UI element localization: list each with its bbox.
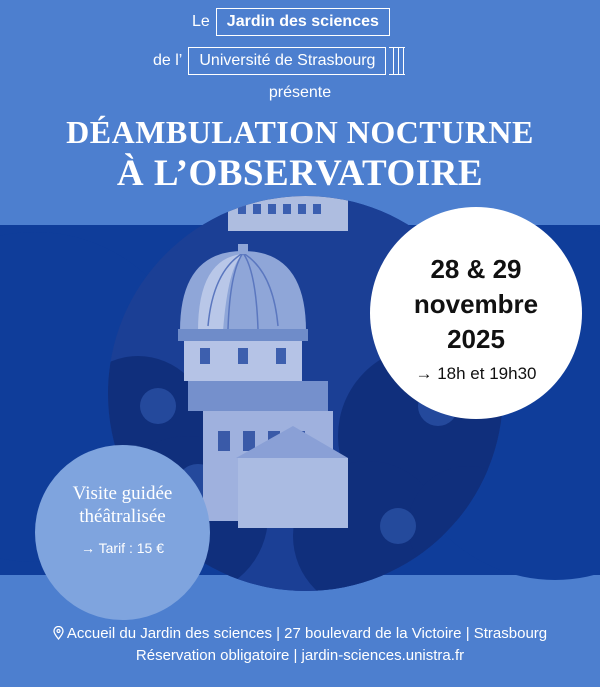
date-month: novembre bbox=[413, 289, 539, 319]
organizer-line-1 bbox=[192, 8, 390, 36]
event-title-line-2: À L’OBSERVATOIRE bbox=[116, 153, 484, 194]
footer-address bbox=[0, 625, 600, 644]
location-pin-icon bbox=[53, 626, 64, 644]
organizer-name-box bbox=[216, 8, 390, 36]
logo-bars bbox=[389, 47, 405, 75]
date-times: → 18h et 19h30 bbox=[415, 364, 537, 383]
guided-visit-badge bbox=[35, 445, 210, 620]
visit-line-1: Visite guidée bbox=[72, 483, 173, 504]
organizer-prefix-2: de l’ bbox=[153, 52, 183, 69]
organizer-name: Jardin des sciences bbox=[226, 13, 379, 30]
date-badge bbox=[370, 207, 582, 419]
footer-reservation: Réservation obligatoire | jardin-sciences.unistra.fr bbox=[135, 647, 465, 664]
event-title-line-1: DÉAMBULATION NOCTURNE bbox=[66, 114, 534, 150]
visit-price: → Tarif : 15 € bbox=[80, 540, 164, 556]
date-year: 2025 bbox=[447, 324, 505, 354]
visit-line-2: théâtralisée bbox=[79, 506, 166, 527]
date-days: 28 & 29 bbox=[430, 254, 522, 284]
presents-text: présente bbox=[268, 84, 332, 101]
organizer-prefix-1: Le bbox=[192, 13, 210, 30]
footer-address-text: Accueil du Jardin des sciences | 27 boulevard de la Victoire | Strasbourg bbox=[66, 625, 548, 642]
university-name-box bbox=[188, 47, 386, 75]
header bbox=[0, 0, 600, 110]
organizer-line-2 bbox=[153, 45, 386, 77]
university-name: Université de Strasbourg bbox=[199, 52, 376, 69]
